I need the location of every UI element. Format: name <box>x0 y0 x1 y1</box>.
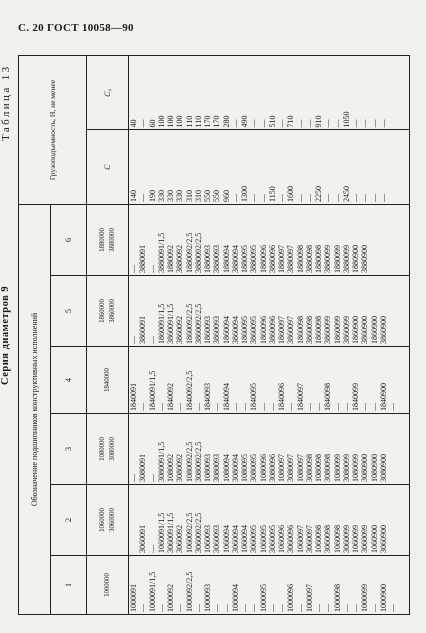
series-title: Серия диаметров 9 <box>0 285 11 385</box>
table-cell: 3880098 <box>304 245 314 273</box>
table-cell: 1840900 <box>378 383 388 411</box>
table-cell: 1860900 <box>351 316 360 344</box>
table-cell: 3060091 <box>138 525 148 553</box>
table-cell: 3860099 <box>341 316 351 344</box>
table-cell: 3080096 <box>267 454 277 482</box>
table-cell: 1060092/2,5 <box>184 512 194 553</box>
table-cell: 1060900 <box>369 525 379 553</box>
table-cell: 3860091 <box>138 316 148 344</box>
table-cell: 3060099 <box>341 525 351 553</box>
table-cell: 1000095 <box>258 584 268 612</box>
table-cell: 3860098 <box>304 316 314 344</box>
table-cell: — <box>147 265 157 273</box>
table-cell: — <box>295 604 305 612</box>
table-cell: 1880093 <box>203 245 212 273</box>
table-cell: 170 <box>212 115 222 128</box>
table-cell: — <box>129 474 138 482</box>
table-cell: 330 <box>175 190 185 202</box>
table-cell: 1860092/2,5 <box>184 303 194 344</box>
table-cell: 3080098 <box>304 454 314 482</box>
col-c0-header: C₀ <box>87 56 129 131</box>
table-cell: 1060098 <box>332 525 342 553</box>
table-cell: 1840098 <box>323 383 333 411</box>
table-cell: — <box>369 194 379 202</box>
table-cell: 3080094 <box>230 454 240 482</box>
rotated-table-block <box>0 55 410 615</box>
table-cell: 1000096 <box>286 584 296 612</box>
table-cell: 100 <box>166 115 175 128</box>
table-cell: — <box>156 403 166 411</box>
table-cell: 1080092/2,5 <box>184 441 194 482</box>
table-cell <box>388 278 397 344</box>
table-cell: 1880097 <box>277 245 286 273</box>
table-cell: — <box>249 194 259 202</box>
table-cell <box>388 133 397 203</box>
table-cell: 3080900 <box>378 454 388 482</box>
table-cell: 1080099 <box>351 454 360 482</box>
table-cell: 310 <box>193 190 203 202</box>
table-cell: 310 <box>184 190 194 202</box>
table-cell: 1060093 <box>203 525 212 553</box>
table-cell: 1860091/1,5 <box>156 303 166 344</box>
table-cell: 910 <box>314 115 323 128</box>
table-cell: — <box>147 545 157 553</box>
table-cell: 550 <box>203 190 212 202</box>
table-cell: 3060092/2,5 <box>193 512 203 553</box>
table-cell <box>388 58 397 128</box>
sub-code-2: 1060000 3060000 <box>87 485 129 556</box>
table-cell: — <box>369 119 379 128</box>
table-cell: 1880094 <box>221 245 231 273</box>
table-cell: 3880900 <box>360 245 370 273</box>
load-header: Грузоподъемность, Н, не менее <box>19 56 87 205</box>
table-cell: — <box>332 403 342 411</box>
table-cell: — <box>249 604 259 612</box>
table-cell: — <box>277 604 286 612</box>
table-cell: 3080093 <box>212 454 222 482</box>
table-cell: — <box>351 119 360 128</box>
table-cell: 3880097 <box>286 245 296 273</box>
table-cell <box>388 416 397 482</box>
table-cell: 3880093 <box>212 245 222 273</box>
column-2-values <box>129 485 410 556</box>
table-cell: 1000092 <box>166 584 175 612</box>
table-cell: 1080097 <box>295 454 305 482</box>
table-cell: 1060095 <box>258 525 268 553</box>
table-cell: 1050 <box>341 111 351 128</box>
table-cell: 110 <box>193 115 203 128</box>
table-cell: — <box>230 194 240 202</box>
table-cell: 1000098 <box>332 584 342 612</box>
table-cell: 1880099 <box>332 245 342 273</box>
table-cell: 510 <box>267 115 277 128</box>
table-cell: — <box>304 119 314 128</box>
table-cell: — <box>230 403 240 411</box>
table-cell: — <box>388 403 397 411</box>
table-cell: 1080096 <box>258 454 268 482</box>
table-cell: 710 <box>286 115 296 128</box>
table-cell: 1880096 <box>258 245 268 273</box>
table-cell: 2450 <box>341 186 351 202</box>
table-cell: 1880092/2,5 <box>184 232 194 273</box>
table-cell: 3080095 <box>249 454 259 482</box>
sub-code-5: 1860000 3860000 <box>87 276 129 347</box>
table-cell: 1000092/2,5 <box>184 571 194 612</box>
table-cell: — <box>332 119 342 128</box>
table-cell: 1060094 <box>240 525 249 553</box>
table-cell: 1880098 <box>295 245 305 273</box>
table-cell: — <box>378 194 388 202</box>
table-cell: — <box>360 403 370 411</box>
column-c-values <box>129 130 410 205</box>
table-cell: 60 <box>147 119 157 128</box>
table-cell: 1080097 <box>277 454 286 482</box>
table-cell: — <box>230 119 240 128</box>
table-cell: 100 <box>175 115 185 128</box>
table-cell <box>370 207 379 273</box>
table-cell: 1000900 <box>378 584 388 612</box>
table-cell: — <box>138 194 148 202</box>
table-cell: 3860095 <box>249 316 259 344</box>
table-cell: 1080099 <box>332 454 342 482</box>
table-cell: 1080093 <box>203 454 212 482</box>
table-cell: 1840096 <box>277 383 286 411</box>
table-cell: — <box>295 194 305 202</box>
table-cell: 3860096 <box>267 316 277 344</box>
table-cell: — <box>323 604 333 612</box>
table-cell: 3080097 <box>286 454 296 482</box>
table-cell: — <box>277 194 286 202</box>
table-cell: 1080094 <box>221 454 231 482</box>
table-cell: — <box>341 604 351 612</box>
table-cell: — <box>314 604 323 612</box>
table-cell: 3060098 <box>323 525 333 553</box>
table-cell: 3880091/1,5 <box>156 232 166 273</box>
table-cell: 3880092/2,5 <box>193 232 203 273</box>
table-cell: 3860900 <box>378 316 388 344</box>
table-cell: 1840097 <box>295 383 305 411</box>
table-cell: 3860099 <box>323 316 333 344</box>
table-cell: 1840092/2,5 <box>184 370 194 411</box>
table-cell: 1840092 <box>166 383 175 411</box>
table-cell: — <box>323 119 333 128</box>
table-cell: — <box>360 119 370 128</box>
table-cell: 3880092 <box>175 245 185 273</box>
table-cell: 1000091/1,5 <box>147 571 157 612</box>
table-cell: — <box>249 119 259 128</box>
table-cell: — <box>378 119 388 128</box>
table-cell: — <box>221 604 231 612</box>
table-cell: 3880091 <box>138 245 148 273</box>
column-1-values <box>129 556 410 615</box>
table-cell: 1840095 <box>249 383 259 411</box>
table-cell: 550 <box>212 190 222 202</box>
table-cell: 1300 <box>240 186 249 202</box>
table-cell: 140 <box>129 190 138 202</box>
table-cell: 3080900 <box>360 454 370 482</box>
table-cell: — <box>212 403 222 411</box>
table-cell: — <box>304 194 314 202</box>
table-cell <box>388 207 397 273</box>
table-cell: 1860096 <box>258 316 268 344</box>
table-cell: — <box>212 604 222 612</box>
table-cell: — <box>138 604 148 612</box>
table-cell: — <box>147 336 157 344</box>
table-cell: 1840091/1,5 <box>147 370 157 411</box>
table-cell: 3860092 <box>175 316 185 344</box>
column-c0-values <box>129 56 410 131</box>
table-cell: 3080092 <box>175 454 185 482</box>
table-cell: — <box>258 403 268 411</box>
table-cell: 3860094 <box>230 316 240 344</box>
table-cell: — <box>267 403 277 411</box>
col-number-2: 2 <box>51 485 87 556</box>
table-cell: — <box>314 403 323 411</box>
table-cell: — <box>323 194 333 202</box>
column-5-values <box>129 276 410 347</box>
page-header: С. 20 ГОСТ 10058—90 <box>18 22 134 34</box>
table-cell: 3060099 <box>360 525 370 553</box>
table-cell: 1060099 <box>351 525 360 553</box>
table-cell: 1860900 <box>369 316 379 344</box>
table-cell: 1060098 <box>314 525 323 553</box>
table-cell: — <box>341 403 351 411</box>
col-c-header: C <box>87 130 129 205</box>
table-cell: 3060093 <box>212 525 222 553</box>
table-cell: — <box>147 474 157 482</box>
table-cell: 3080091/1,5 <box>156 441 166 482</box>
table-cell: — <box>295 119 305 128</box>
table-cell: — <box>277 119 286 128</box>
table-cell: 3060094 <box>230 525 240 553</box>
table-cell: 280 <box>221 115 231 128</box>
table-cell: 1840091 <box>129 383 138 411</box>
table-cell: 1000099 <box>360 584 370 612</box>
table-cell: 1080098 <box>314 454 323 482</box>
table-cell: 3060091/1,5 <box>166 512 175 553</box>
col-number-6: 6 <box>51 205 87 276</box>
table-cell: 100 <box>156 115 166 128</box>
table-cell: 1860098 <box>295 316 305 344</box>
table-cell: — <box>286 403 296 411</box>
column-3-values <box>129 414 410 485</box>
table-cell: — <box>258 194 268 202</box>
table-cell: 1860095 <box>240 316 249 344</box>
table-cell: 3860092/2,5 <box>193 303 203 344</box>
table-cell: 330 <box>166 190 175 202</box>
table-cell: 1860098 <box>314 316 323 344</box>
table-cell: — <box>193 604 203 612</box>
table-cell: 1000094 <box>230 584 240 612</box>
table-cell: — <box>304 403 314 411</box>
table-cell: 960 <box>221 190 231 202</box>
table-cell: — <box>129 265 138 273</box>
table-cell: 170 <box>203 115 212 128</box>
table-cell: — <box>388 604 397 612</box>
table-cell: — <box>360 194 370 202</box>
table-cell: 3880099 <box>341 245 351 273</box>
table-cell: 3080091 <box>138 454 148 482</box>
table-cell: 1880095 <box>240 245 249 273</box>
column-4-values <box>129 347 410 414</box>
table-cell: 110 <box>184 115 194 128</box>
table-cell: — <box>332 194 342 202</box>
table-cell: 3880096 <box>267 245 277 273</box>
table-cell: 1060097 <box>295 525 305 553</box>
table-cell: 1060094 <box>221 525 231 553</box>
table-cell <box>379 207 388 273</box>
table-cell: 1880098 <box>314 245 323 273</box>
table-cell: 40 <box>129 119 138 128</box>
table-cell: 3860093 <box>212 316 222 344</box>
table-cell: 330 <box>156 190 166 202</box>
table-cell: — <box>369 604 379 612</box>
table-cell: 1840099 <box>351 383 360 411</box>
table-cell: — <box>267 604 277 612</box>
table-cell: 3860091/1,5 <box>166 303 175 344</box>
table-cell: 1150 <box>267 186 277 202</box>
table-cell: 1080092 <box>166 454 175 482</box>
table-cell: 190 <box>147 190 157 202</box>
table-cell: 1840093 <box>203 383 212 411</box>
table-cell: — <box>193 403 203 411</box>
sub-code-3: 1080000 3080000 <box>87 414 129 485</box>
table-cell: 1060091/1,5 <box>156 512 166 553</box>
col-number-1: 1 <box>51 556 87 615</box>
table-cell: 1860097 <box>277 316 286 344</box>
table-cell: 1880092 <box>166 245 175 273</box>
table-cell: 1000091 <box>129 584 138 612</box>
table-cell: 3060095 <box>267 525 277 553</box>
table-cell: 1840094 <box>221 383 231 411</box>
table-cell: — <box>175 604 185 612</box>
col-number-3: 3 <box>51 414 87 485</box>
table-cell: 1000097 <box>304 584 314 612</box>
table-cell: — <box>175 403 185 411</box>
table-cell: 3060096 <box>286 525 296 553</box>
table-cell: — <box>258 119 268 128</box>
sub-code-1: 1000000 <box>87 556 129 615</box>
table-cell: 3060900 <box>378 525 388 553</box>
table-cell: 3880095 <box>249 245 259 273</box>
table-cell: 3060095 <box>249 525 259 553</box>
column-6-values <box>129 205 410 276</box>
table-label: Таблица 13 <box>0 64 12 141</box>
table-cell: 1860093 <box>203 316 212 344</box>
table-cell: 1880900 <box>351 245 360 273</box>
table-cell: 3060092 <box>175 525 185 553</box>
table-cell: — <box>351 194 360 202</box>
table-cell: 490 <box>240 115 249 128</box>
table-cell: 1600 <box>286 186 296 202</box>
table-cell: 1080095 <box>240 454 249 482</box>
table-cell: — <box>240 403 249 411</box>
table-cell: — <box>129 336 138 344</box>
table-cell: 1060096 <box>277 525 286 553</box>
col-number-4: 4 <box>51 347 87 414</box>
col-number-5: 5 <box>51 276 87 347</box>
table-cell: 3060097 <box>304 525 314 553</box>
sub-code-6: 1880000 3880000 <box>87 205 129 276</box>
table-cell: 2250 <box>314 186 323 202</box>
table-cell: 3080098 <box>323 454 333 482</box>
table-cell: 3080092/2,5 <box>193 441 203 482</box>
group-header: Обозначение подшипников конструктивных исполнений <box>19 205 51 615</box>
table-cell: — <box>138 119 148 128</box>
table-cell: 1860099 <box>332 316 342 344</box>
table-cell: 3880094 <box>230 245 240 273</box>
table-cell: 3080099 <box>341 454 351 482</box>
table-cell: 1000093 <box>203 584 212 612</box>
table-cell <box>388 487 397 553</box>
table-cell: 1080900 <box>369 454 379 482</box>
table-cell: 1860094 <box>221 316 231 344</box>
table-cell: — <box>369 403 379 411</box>
table-cell: — <box>138 403 148 411</box>
table-cell: — <box>351 604 360 612</box>
table-cell: 3880099 <box>323 245 333 273</box>
table-cell: — <box>240 604 249 612</box>
bearing-table <box>18 55 410 615</box>
table-cell: 3860097 <box>286 316 296 344</box>
sub-code-4: 1840000 <box>87 347 129 414</box>
table-cell <box>129 487 138 553</box>
table-cell: — <box>156 604 166 612</box>
table-cell: 3860900 <box>360 316 370 344</box>
